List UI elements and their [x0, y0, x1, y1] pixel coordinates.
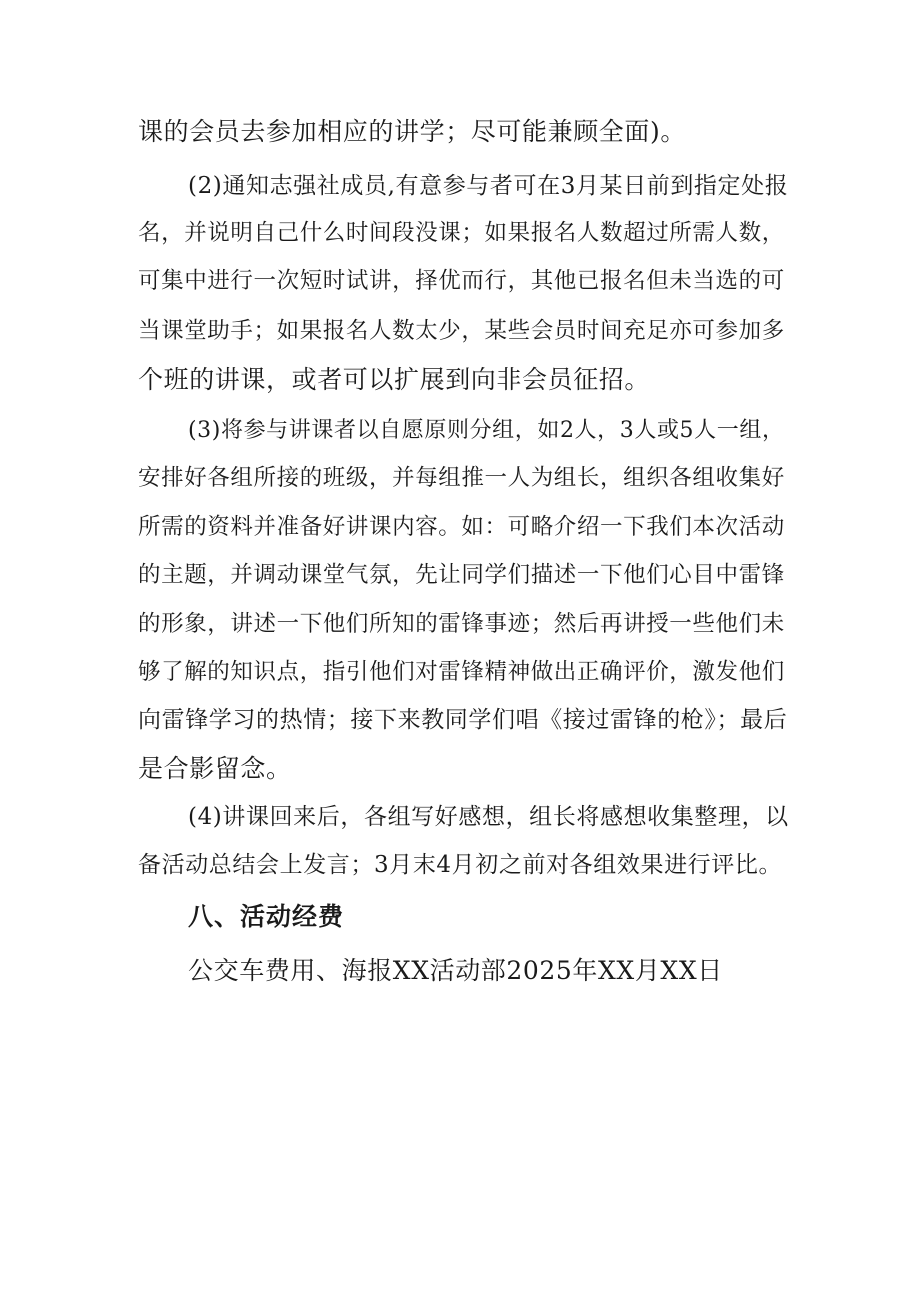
paragraph-3-line-7: 向雷锋学习的热情；接下来教同学们唱《接过雷锋的枪》；最后: [138, 707, 788, 733]
paragraph-2-line-4: 当课堂助手；如果报名人数太少，某些会员时间充足亦可参加多: [138, 318, 785, 344]
paragraph-4-line-2: 备活动总结会上发言；3月末4月初之前对各组效果进行评比。: [138, 852, 783, 878]
section-heading: 八、活动经费: [188, 902, 345, 931]
paragraph-4-line-1: (4)讲课回来后，各组写好感想，组长将感想收集整理，以: [188, 804, 789, 830]
paragraph-3-line-1: (3)将参与讲课者以自愿原则分组，如2人，3人或5人一组，: [188, 418, 785, 443]
paragraph-3-line-5: 的形象，讲述一下他们所知的雷锋事迹；然后再讲授一些他们未: [138, 611, 785, 637]
paragraph-2-line-3: 可集中进行一次短时试讲，择优而行，其他已报名但未当选的可: [138, 268, 785, 294]
paragraph-2-line-2: 名，并说明自己什么时间段没课；如果报名人数超过所需人数，: [138, 220, 785, 246]
paragraph-2-line-1: (2)通知志强社成员,有意参与者可在3月某日前到指定处报: [188, 173, 789, 199]
paragraph-3-line-3: 所需的资料并准备好讲课内容。如：可略介绍一下我们本次活动: [138, 514, 785, 540]
footer-line: 公交车费用、海报XX活动部2025年XX月XX日: [188, 956, 723, 985]
paragraph-3-line-8: 是合影留念。: [138, 754, 292, 783]
paragraph-3-line-4: 的主题，并调动课堂气氛，先让同学们描述一下他们心目中雷锋: [138, 562, 785, 588]
paragraph-3-line-2: 安排好各组所接的班级，并每组推一人为组长，组织各组收集好: [138, 465, 785, 491]
paragraph-3-line-6: 够了解的知识点，指引他们对雷锋精神做出正确评价，激发他们: [138, 659, 785, 685]
paragraph-2-line-5: 个班的讲课，或者可以扩展到向非会员征招。: [138, 365, 651, 394]
paragraph-1-line-1: 课的会员去参加相应的讲学；尽可能兼顾全面)。: [138, 117, 686, 146]
